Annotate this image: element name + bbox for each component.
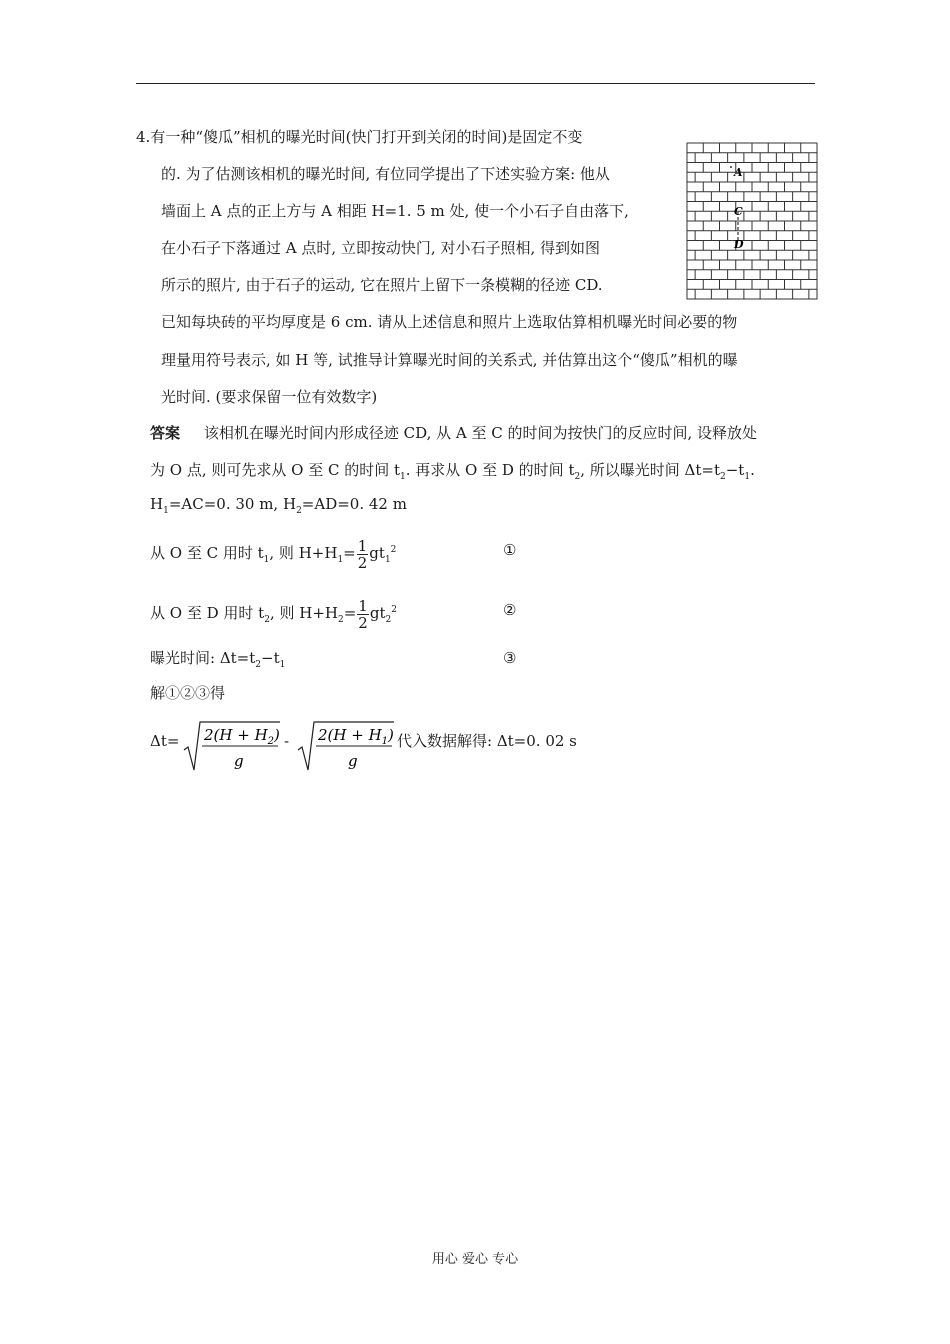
solve-line: 解①②③得 bbox=[150, 684, 226, 702]
brick-wall-figure bbox=[686, 142, 818, 300]
final-prefix: Δt= bbox=[150, 732, 180, 750]
problem-line-3: 墙面上 A 点的正上方与 A 相距 H=1. 5 m 处, 使一个小石子自由落下, bbox=[161, 202, 629, 220]
equation-2: 从 O 至 D 用时 $t_2$, 则 $H+H_2=$ $\frac{1}{2}$ $gt_2^2$ bbox=[150, 596, 397, 632]
answer-label: 答案 bbox=[150, 424, 181, 442]
answer-line-2: 为 O 点, 则可先求从 O 至 C 的时间 $t_1$. 再求从 O 至 D 的时间 $t_2$, 所以曝光时间 $\Delta t=t_2-t_1$. bbox=[150, 461, 755, 482]
label-a: A bbox=[734, 166, 743, 179]
equation-3: 曝光时间: $\Delta t=t_2-t_1$ bbox=[150, 649, 286, 670]
problem-line-8: 光时间. (要求保留一位有效数字) bbox=[161, 388, 378, 406]
problem-line-2: 的. 为了估测该相机的曝光时间, 有位同学提出了下述实验方案: 他从 bbox=[161, 165, 610, 183]
equation-3-mark: ③ bbox=[503, 649, 517, 667]
problem-line-5: 所示的照片, 由于石子的运动, 它在照片上留下一条模糊的径迹 CD. bbox=[161, 276, 603, 294]
equation-1: 从 O 至 C 用时 $t_1$, 则 $H+H_1=$ $\frac{1}{2}$ $gt_1^2$ bbox=[150, 536, 397, 572]
label-d: D bbox=[734, 238, 744, 251]
problem-number: 4. bbox=[136, 128, 151, 146]
final-result: 代入数据解得: Δt=0. 02 s bbox=[397, 732, 577, 750]
label-c: C bbox=[734, 205, 743, 218]
fraction-half: $\frac{1}{2}$ bbox=[357, 536, 368, 572]
equation-2-mark: ② bbox=[503, 601, 517, 619]
svg-text:g: g bbox=[234, 752, 244, 770]
problem-line-6: 已知每块砖的平均厚度是 6 cm. 请从上述信息和照片上选取估算相机曝光时间必要的物 bbox=[161, 313, 738, 331]
header-rule bbox=[136, 83, 815, 84]
problem-line-4: 在小石子下落通过 A 点时, 立即按动快门, 对小石子照相, 得到如图 bbox=[161, 239, 600, 257]
sqrt-term-1 bbox=[182, 718, 282, 776]
svg-text:2(H + H2): $2(H + H_2)$ bbox=[204, 726, 280, 747]
answer-line-1: 答案 该相机在曝光时间内形成径迹 CD, 从 A 至 C 的时间为按快门的反应时间, 设释放处 bbox=[150, 424, 758, 442]
problem-line-1: 4.有一种“傻瓜”相机的曝光时间(快门打开到关闭的时间)是固定不变 bbox=[136, 128, 583, 146]
fraction-half: $\frac{1}{2}$ bbox=[358, 596, 368, 632]
footer-text: 用心 爱心 专心 bbox=[431, 1252, 519, 1267]
equation-1-mark: ① bbox=[503, 541, 517, 559]
sqrt-term-2 bbox=[296, 718, 396, 776]
minus-sign: - bbox=[284, 732, 290, 750]
svg-text:2(H + H1): $2(H + H_1)$ bbox=[318, 726, 394, 747]
answer-line-3: $H_1=AC=0$. 30 m, $H_2=AD=0$. 42 m bbox=[150, 495, 407, 516]
svg-text:g: g bbox=[348, 752, 358, 770]
problem-line-7: 理量用符号表示, 如 H 等, 试推导计算曝光时间的关系式, 并估算出这个“傻瓜”相机的曝 bbox=[161, 351, 738, 369]
